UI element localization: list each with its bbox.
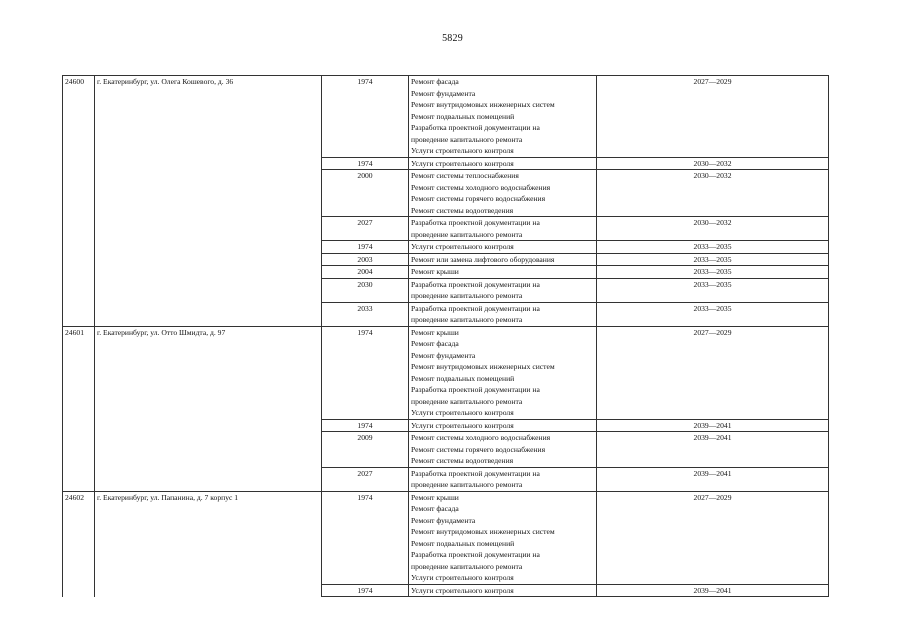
building-address: г. Екатеринбург, ул. Папанина, д. 7 корпус 1 — [97, 492, 239, 502]
period-cell — [597, 76, 829, 158]
works-cell — [409, 326, 597, 419]
period-cell — [597, 326, 829, 419]
works-cell — [409, 241, 597, 254]
year-cell — [322, 157, 409, 170]
building-address-cell — [95, 491, 322, 597]
work-item: Ремонт внутридомовых инженерных систем — [411, 527, 555, 536]
planned-period: 2030—2032 — [693, 171, 732, 180]
work-item: Ремонт фасада — [411, 504, 459, 513]
year-cell — [322, 76, 409, 158]
work-item: Ремонт крыши — [411, 267, 459, 276]
building-address-cell — [95, 326, 322, 491]
year-cell — [322, 170, 409, 217]
work-item: Услуги строительного контроля — [411, 146, 514, 155]
works-cell — [409, 584, 597, 597]
works-cell — [409, 266, 597, 279]
commission-year: 2027 — [357, 468, 373, 478]
works-cell — [409, 170, 597, 217]
works-cell — [409, 419, 597, 432]
year-cell — [322, 278, 409, 302]
work-item: Услуги строительного контроля — [411, 420, 514, 430]
period-cell — [597, 253, 829, 266]
year-cell — [322, 241, 409, 254]
work-item: проведение капитального ремонта — [411, 315, 523, 324]
year-cell — [322, 253, 409, 266]
works-cell — [409, 253, 597, 266]
work-item: проведение капитального ремонта — [411, 229, 523, 239]
work-item: Ремонт или замена лифтового оборудования — [411, 254, 555, 264]
table-row — [63, 326, 829, 419]
work-item: Услуги строительного контроля — [411, 158, 514, 168]
commission-year: 1974 — [357, 585, 373, 595]
work-item: Услуги строительного контроля — [411, 408, 514, 417]
work-item: Разработка проектной документации на — [411, 385, 540, 394]
table-body — [63, 76, 829, 597]
period-cell — [597, 241, 829, 254]
work-item: Ремонт системы водоотведения — [411, 205, 514, 215]
commission-year: 1974 — [357, 242, 373, 251]
period-cell — [597, 302, 829, 326]
period-cell — [597, 170, 829, 217]
building-id-cell — [63, 491, 95, 597]
building-id: 24601 — [65, 327, 84, 337]
work-item: Ремонт крыши — [411, 492, 459, 502]
capital-repair-table — [62, 75, 829, 597]
work-item: Ремонт подвальных помещений — [411, 111, 515, 121]
building-address: г. Екатеринбург, ул. Олега Кошевого, д. 36 — [97, 77, 234, 86]
commission-year: 2000 — [357, 171, 373, 180]
planned-period: 2033—2035 — [693, 303, 732, 313]
building-address: г. Екатеринбург, ул. Отто Шмидта, д. 97 — [97, 327, 226, 337]
works-cell — [409, 278, 597, 302]
work-item: Разработка проектной документации на — [411, 279, 540, 289]
table-row — [63, 76, 829, 158]
year-cell — [322, 491, 409, 584]
work-item: Разработка проектной документации на — [411, 218, 540, 227]
planned-period: 2027—2029 — [693, 77, 732, 86]
year-cell — [322, 419, 409, 432]
work-item: Ремонт фасада — [411, 339, 459, 348]
planned-period: 2030—2032 — [693, 158, 732, 168]
period-cell — [597, 419, 829, 432]
commission-year: 1974 — [357, 77, 373, 86]
commission-year: 1974 — [357, 327, 373, 337]
work-item: Ремонт системы холодного водоснабжения — [411, 433, 551, 442]
period-cell — [597, 266, 829, 279]
building-id: 24600 — [65, 77, 84, 86]
work-item: Ремонт внутридомовых инженерных систем — [411, 100, 555, 109]
work-item: проведение капитального ремонта — [411, 291, 523, 300]
period-cell — [597, 491, 829, 584]
planned-period: 2027—2029 — [693, 327, 732, 337]
building-id-cell — [63, 326, 95, 491]
planned-period: 2033—2035 — [693, 267, 732, 276]
work-item: Ремонт системы холодного водоснабжения — [411, 182, 551, 192]
work-item: Разработка проектной документации на — [411, 550, 540, 559]
building-address-cell — [95, 76, 322, 327]
period-cell — [597, 217, 829, 241]
table-row — [63, 491, 829, 584]
works-cell — [409, 302, 597, 326]
commission-year: 1974 — [357, 158, 373, 168]
year-cell — [322, 584, 409, 597]
building-id: 24602 — [65, 492, 84, 502]
work-item: Ремонт крыши — [411, 327, 459, 337]
commission-year: 1974 — [357, 492, 373, 502]
commission-year: 2033 — [357, 303, 373, 313]
planned-period: 2033—2035 — [693, 254, 732, 264]
commission-year: 2030 — [357, 279, 373, 289]
planned-period: 2033—2035 — [693, 242, 732, 251]
period-cell — [597, 584, 829, 597]
work-item: проведение капитального ремонта — [411, 134, 523, 144]
year-cell — [322, 217, 409, 241]
planned-period: 2039—2041 — [693, 585, 732, 595]
period-cell — [597, 278, 829, 302]
planned-period: 2033—2035 — [693, 279, 732, 289]
work-item: Ремонт системы горячего водоснабжения — [411, 444, 546, 454]
period-cell — [597, 432, 829, 468]
work-item: Ремонт фундамента — [411, 88, 476, 98]
works-cell — [409, 432, 597, 468]
year-cell — [322, 302, 409, 326]
works-cell — [409, 467, 597, 491]
work-item: Разработка проектной документации на — [411, 303, 540, 313]
commission-year: 2003 — [357, 254, 373, 264]
period-cell — [597, 467, 829, 491]
commission-year: 2004 — [357, 267, 373, 276]
planned-period: 2039—2041 — [693, 420, 732, 430]
commission-year: 2009 — [357, 433, 373, 442]
work-item: Услуги строительного контроля — [411, 573, 514, 582]
works-cell — [409, 76, 597, 158]
work-item: Ремонт фундамента — [411, 515, 476, 525]
work-item: Ремонт системы теплоснабжения — [411, 171, 519, 180]
work-item: Услуги строительного контроля — [411, 585, 514, 595]
work-item: Ремонт фундамента — [411, 350, 476, 360]
works-cell — [409, 491, 597, 584]
works-cell — [409, 217, 597, 241]
work-item: Разработка проектной документации на — [411, 123, 540, 132]
work-item: Услуги строительного контроля — [411, 242, 514, 251]
work-item: Ремонт системы горячего водоснабжения — [411, 194, 546, 203]
planned-period: 2039—2041 — [693, 468, 732, 478]
work-item: Ремонт внутридомовых инженерных систем — [411, 362, 555, 371]
year-cell — [322, 467, 409, 491]
work-item: проведение капитального ремонта — [411, 561, 523, 571]
building-id-cell — [63, 76, 95, 327]
commission-year: 1974 — [357, 420, 373, 430]
work-item: Ремонт фасада — [411, 77, 459, 86]
work-item: Ремонт подвальных помещений — [411, 373, 515, 383]
planned-period: 2039—2041 — [693, 433, 732, 442]
work-item: проведение капитального ремонта — [411, 480, 523, 489]
work-item: Ремонт системы водоотведения — [411, 456, 514, 465]
commission-year: 2027 — [357, 218, 373, 227]
work-item: Разработка проектной документации на — [411, 468, 540, 478]
year-cell — [322, 432, 409, 468]
page-number: 5829 — [442, 33, 463, 44]
planned-period: 2027—2029 — [693, 492, 732, 502]
works-cell — [409, 157, 597, 170]
work-item: Ремонт подвальных помещений — [411, 538, 515, 548]
period-cell — [597, 157, 829, 170]
year-cell — [322, 266, 409, 279]
work-item: проведение капитального ремонта — [411, 396, 523, 406]
planned-period: 2030—2032 — [693, 218, 732, 227]
year-cell — [322, 326, 409, 419]
